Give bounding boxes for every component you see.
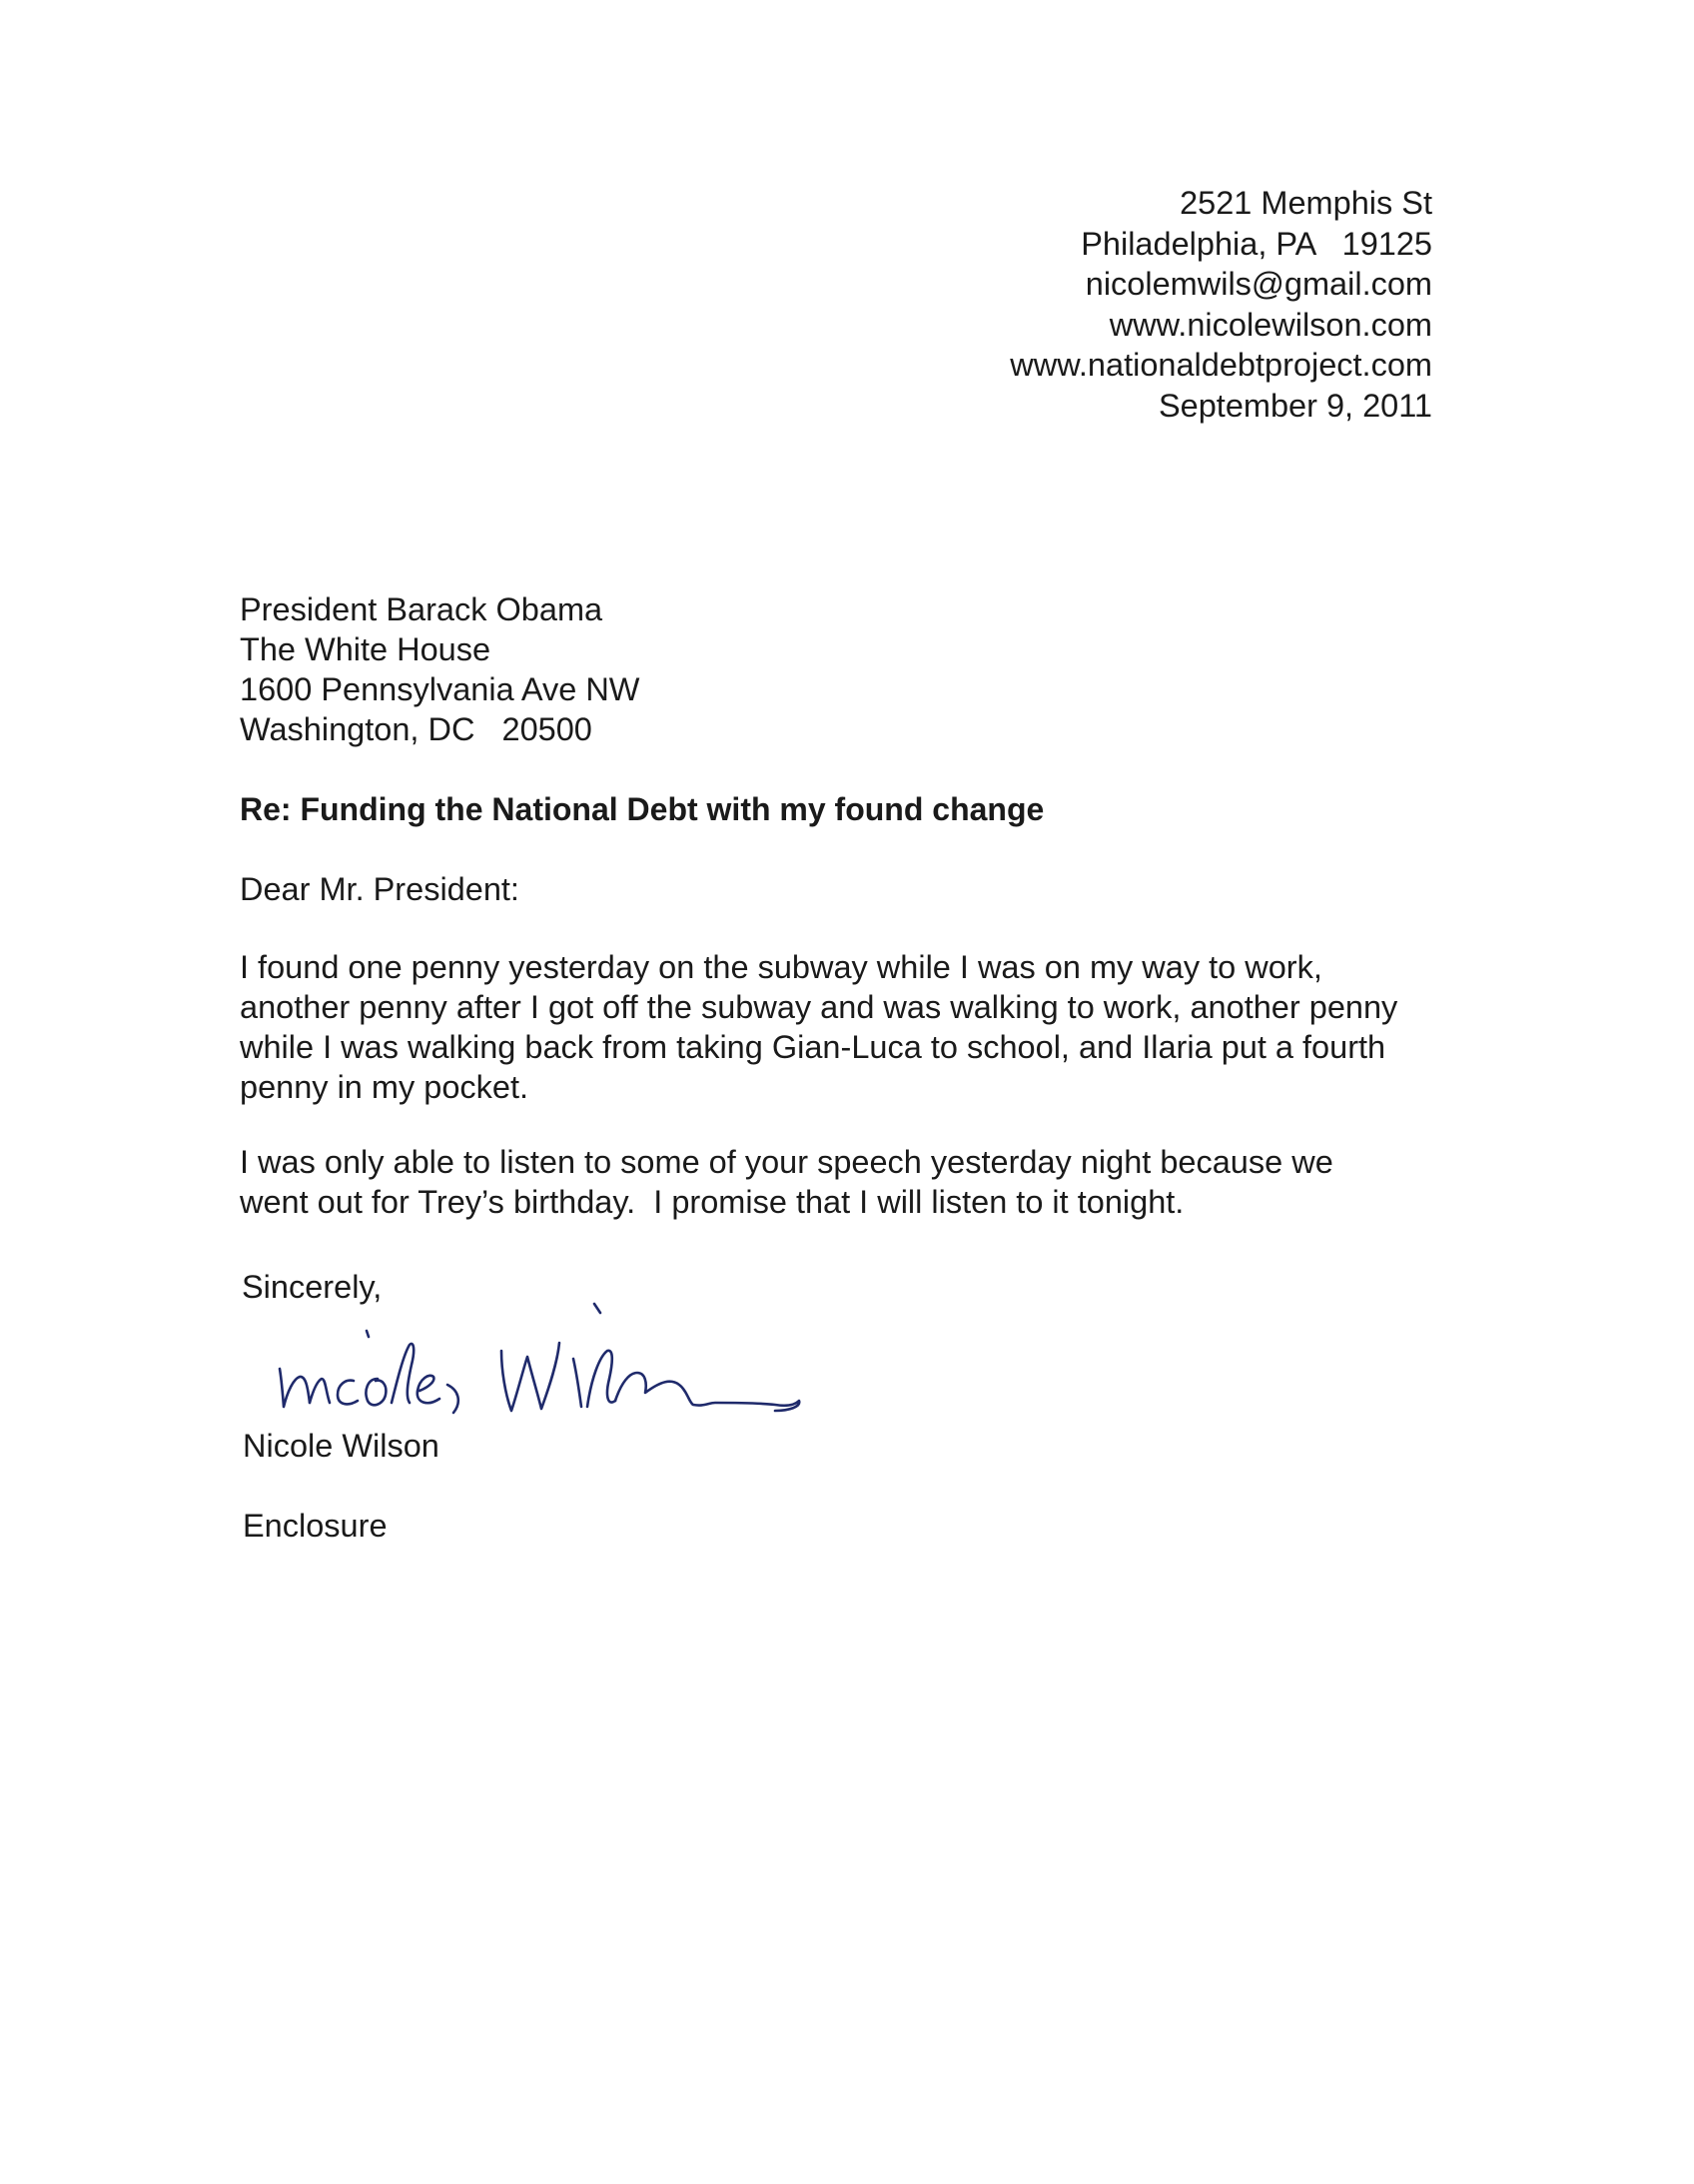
sender-website-project: www.nationaldebtproject.com [1010, 347, 1432, 383]
body-paragraph-2 [240, 1142, 1478, 1222]
enclosure-notation: Enclosure [243, 1508, 388, 1544]
sender-street: 2521 Memphis St [1180, 185, 1432, 221]
complimentary-close: Sincerely, [242, 1269, 383, 1305]
recipient-street: 1600 Pennsylvania Ave NW [240, 671, 640, 707]
paragraph-line: went out for Trey’s birthday. I promise that I will listen to it tonight. [240, 1184, 1185, 1220]
salutation: Dear Mr. President: [240, 871, 519, 907]
recipient-organization: The White House [240, 631, 491, 667]
sender-email: nicolemwils@gmail.com [1085, 266, 1432, 302]
sender-address-block [1010, 183, 1432, 426]
recipient-address-block [240, 589, 639, 749]
body-paragraph-1 [240, 947, 1478, 1107]
paragraph-line: I was only able to listen to some of your speech yesterday night because we [240, 1144, 1333, 1180]
subject-line: Re: Funding the National Debt with my found change [240, 791, 1045, 827]
recipient-name: President Barack Obama [240, 591, 603, 627]
paragraph-line: another penny after I got off the subway and was walking to work, another penny [240, 989, 1398, 1025]
paragraph-line: I found one penny yesterday on the subway while I was on my way to work, [240, 949, 1322, 985]
recipient-city-state-zip: Washington, DC 20500 [240, 711, 592, 747]
sender-city-state-zip: Philadelphia, PA 19125 [1081, 225, 1432, 262]
signer-name: Nicole Wilson [243, 1428, 439, 1464]
letter-date: September 9, 2011 [1158, 387, 1432, 424]
paragraph-line: penny in my pocket. [240, 1069, 529, 1105]
sender-website-personal: www.nicolewilson.com [1109, 306, 1432, 343]
paragraph-line: while I was walking back from taking Gian-Luca to school, and Ilaria put a fourth [240, 1029, 1386, 1065]
